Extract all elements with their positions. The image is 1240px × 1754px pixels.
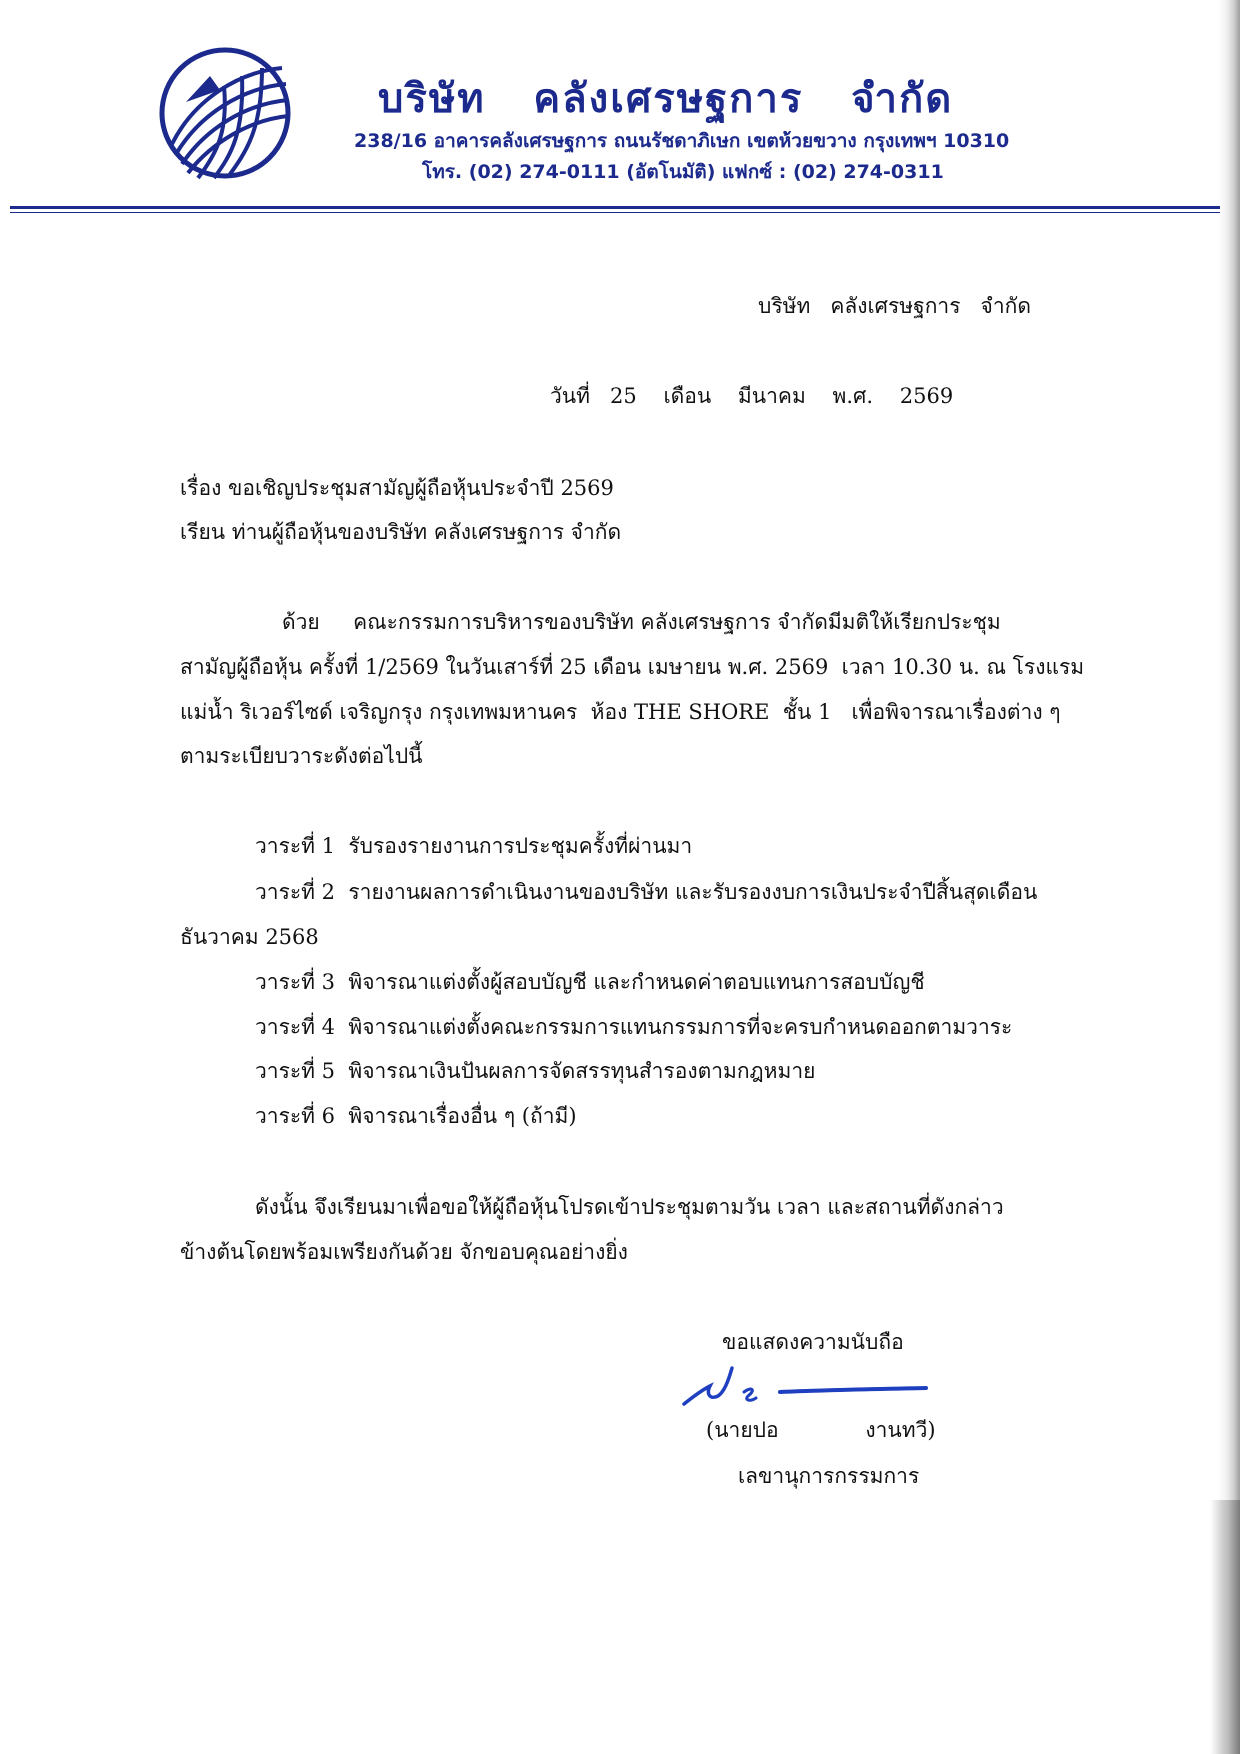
signature-regards: ขอแสดงความนับถือ bbox=[722, 1330, 904, 1354]
letter-subject: เรื่อง ขอเชิญประชุมสามัญผู้ถือหุ้นประจำปี 2569 bbox=[180, 476, 614, 500]
agenda-item-2: วาระที่ 2 รายงานผลการดำเนินงานของบริษัท และรับรองงบการเงินประจำปีสิ้นสุดเดือน bbox=[255, 880, 1038, 904]
company-phone: โทร. (02) 274-0111 (อัตโนมัติ) แฟกซ์ : (02) 274-0311 bbox=[422, 161, 944, 183]
agenda-item-5: วาระที่ 5 พิจารณาเงินปันผลการจัดสรรทุนสำรองตามกฎหมาย bbox=[255, 1059, 816, 1083]
letter-recipient: เรียน ท่านผู้ถือหุ้นของบริษัท คลังเศรษฐการ จำกัด bbox=[180, 520, 622, 544]
signatory-name: (นายปอ งานทวี) bbox=[706, 1418, 936, 1442]
agenda-item-4: วาระที่ 4 พิจารณาแต่งตั้งคณะกรรมการแทนกรรมการที่จะครบกำหนดออกตามวาระ bbox=[255, 1015, 1013, 1039]
sender-company: บริษัท คลังเศรษฐการ จำกัด bbox=[758, 294, 1031, 318]
handwritten-signature bbox=[676, 1356, 936, 1416]
letterhead-rule-thin bbox=[10, 212, 1220, 213]
agenda-item-1: วาระที่ 1 รับรองรายงานการประชุมครั้งที่ผ่านมา bbox=[255, 834, 693, 858]
company-address: 238/16 อาคารคลังเศรษฐการ ถนนรัชดาภิเษก เขตห้วยขวาง กรุงเทพฯ 10310 bbox=[354, 130, 1010, 152]
body-line: แม่น้ำ ริเวอร์ไซด์ เจริญกรุง กรุงเทพมหานคร ห้อง THE SHORE ชั้น 1 เพื่อพิจารณาเรื่องต่าง ๆ bbox=[180, 700, 1061, 724]
company-logo bbox=[158, 46, 292, 180]
agenda-item-6: วาระที่ 6 พิจารณาเรื่องอื่น ๆ (ถ้ามี) bbox=[255, 1104, 577, 1128]
signatory-title: เลขานุการกรรมการ bbox=[738, 1464, 920, 1488]
body-line: สามัญผู้ถือหุ้น ครั้งที่ 1/2569 ในวันเสาร์ที่ 25 เดือน เมษายน พ.ศ. 2569 เวลา 10.30 น. ณ โรงแรม bbox=[180, 655, 1085, 679]
letter-date: วันที่ 25 เดือน มีนาคม พ.ศ. 2569 bbox=[550, 384, 954, 408]
company-name: บริษัท คลังเศรษฐการ จำกัด bbox=[378, 76, 954, 122]
closing-line: ดังนั้น จึงเรียนมาเพื่อขอให้ผู้ถือหุ้นโปรดเข้าประชุมตามวัน เวลา และสถานที่ดังกล่าว bbox=[255, 1195, 1004, 1219]
agenda-item-3: วาระที่ 3 พิจารณาแต่งตั้งผู้สอบบัญชี และกำหนดค่าตอบแทนการสอบบัญชี bbox=[255, 970, 925, 994]
scan-page-edge-shadow bbox=[1210, 1500, 1240, 1754]
scan-page-edge bbox=[1218, 0, 1240, 1754]
letterhead-rule bbox=[10, 206, 1220, 209]
body-line: ตามระเบียบวาระดังต่อไปนี้ bbox=[180, 744, 423, 768]
agenda-item-2-cont: ธันวาคม 2568 bbox=[180, 925, 319, 949]
body-line: ด้วย คณะกรรมการบริหารของบริษัท คลังเศรษฐการ จำกัดมีมติให้เรียกประชุม bbox=[282, 610, 1001, 634]
closing-line: ข้างต้นโดยพร้อมเพรียงกันด้วย จักขอบคุณอย่างยิ่ง bbox=[180, 1240, 628, 1264]
